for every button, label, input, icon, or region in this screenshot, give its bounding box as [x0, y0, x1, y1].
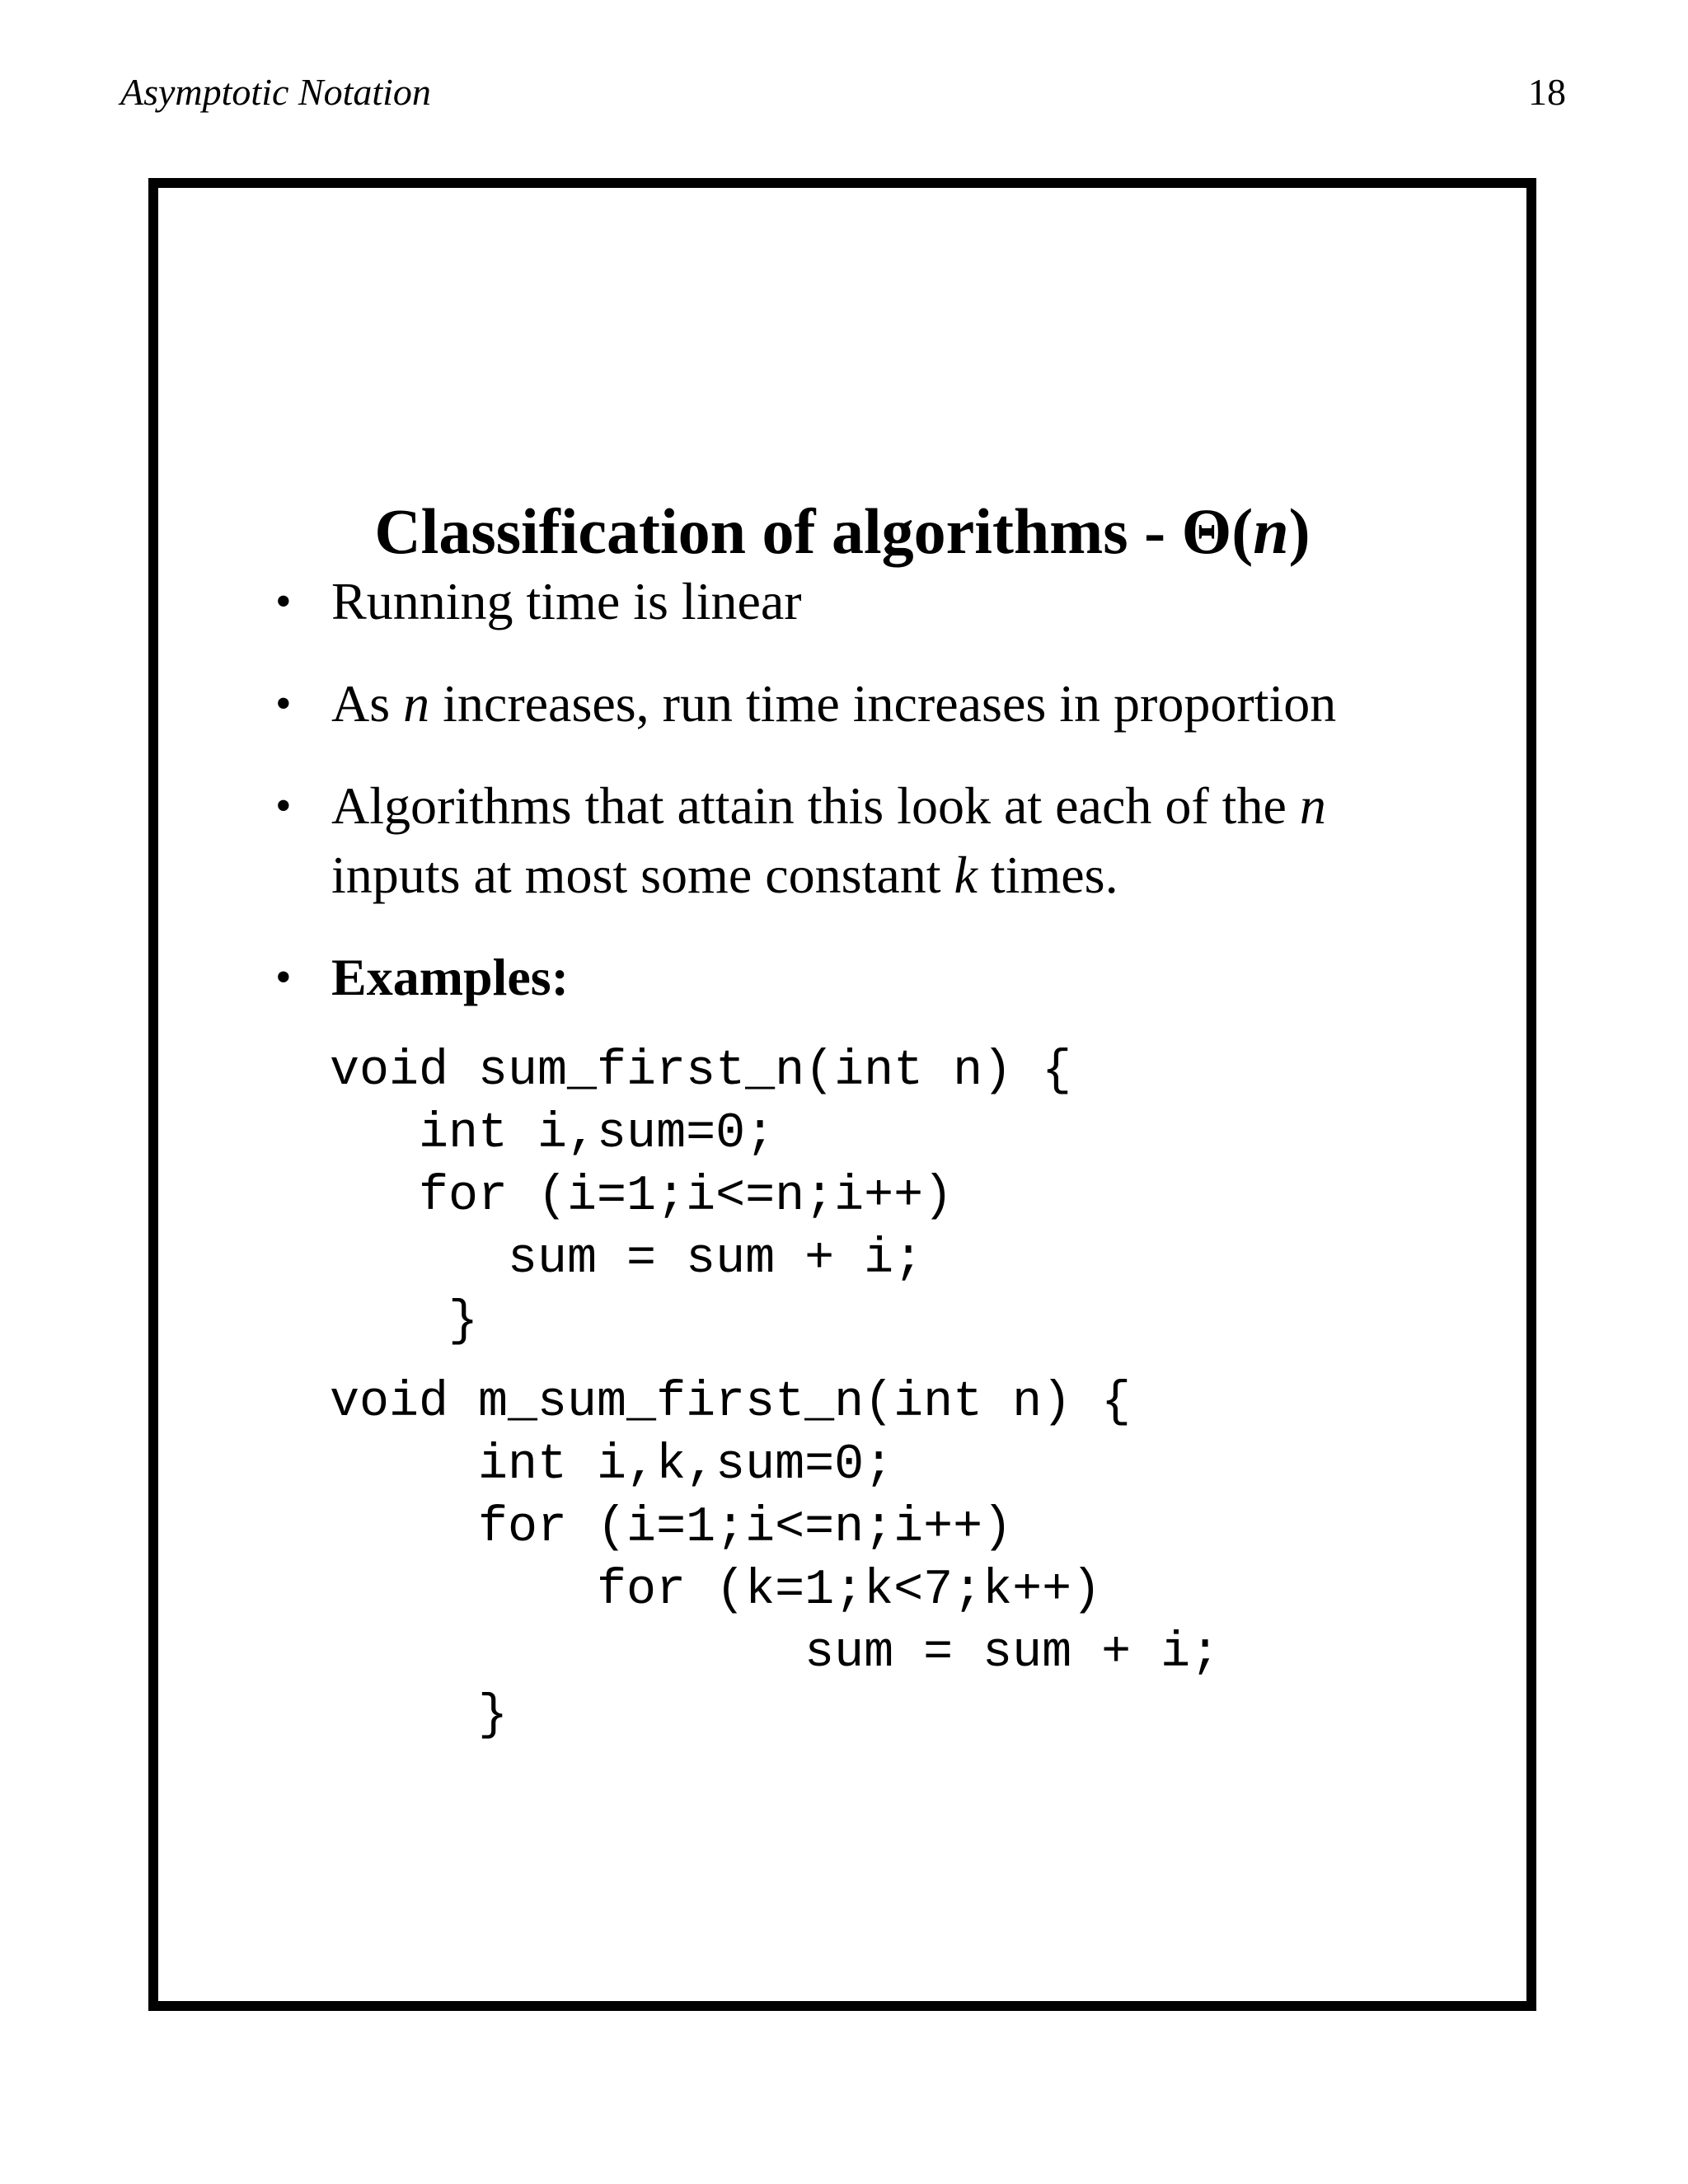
code-line: int i,sum=0;: [330, 1106, 776, 1162]
slide-title: [158, 486, 1526, 577]
bullet-text: Running time is linear: [331, 572, 802, 630]
bullet-text: times.: [977, 846, 1118, 904]
slide-frame: [148, 178, 1536, 2011]
math-var-n: n: [1299, 776, 1326, 835]
code-example-sum-first-n: [330, 1040, 1484, 1353]
bullet-marker: •: [275, 952, 292, 1003]
bullet-item: [274, 943, 1444, 1012]
title-math-n: n: [1253, 495, 1289, 568]
section-title: Asymptotic Notation: [120, 71, 431, 113]
bullet-item: [274, 567, 1444, 636]
bullet-marker: •: [275, 678, 292, 729]
math-var-k: k: [954, 846, 978, 904]
bullet-list: [274, 567, 1444, 1045]
code-line: sum = sum + i;: [330, 1625, 1221, 1681]
code-example-m-sum-first-n: [330, 1371, 1484, 1747]
running-header: [0, 68, 1688, 117]
bullet-text: Algorithms that attain this look at each of the: [331, 776, 1300, 835]
bullet-marker: •: [275, 576, 292, 627]
title-close-paren: ): [1288, 495, 1311, 568]
math-var-n: n: [403, 674, 430, 733]
code-line: for (i=1;i<=n;i++): [330, 1500, 1013, 1556]
bullet-text: inputs at most some constant: [331, 846, 954, 904]
slide-title-text: Classification of algorithms -: [374, 495, 1182, 568]
bullet-text: increases, run time increases in proportion: [429, 674, 1337, 733]
code-line: void m_sum_first_n(int n) {: [330, 1375, 1132, 1431]
bullet-item: [274, 669, 1444, 738]
code-line: }: [330, 1688, 509, 1744]
bullet-marker: •: [275, 780, 292, 832]
code-line: for (i=1;i<=n;i++): [330, 1169, 954, 1225]
page-number: 18: [1528, 71, 1566, 113]
code-line: }: [330, 1294, 479, 1350]
code-line: for (k=1;k<7;k++): [330, 1563, 1102, 1619]
title-open-paren: (: [1231, 495, 1254, 568]
theta-symbol: Θ: [1181, 495, 1232, 568]
bullet-text: As: [331, 674, 404, 733]
code-line: void sum_first_n(int n) {: [330, 1043, 1072, 1099]
code-line: sum = sum + i;: [330, 1231, 924, 1287]
code-line: int i,k,sum=0;: [330, 1437, 894, 1493]
bullet-item: [274, 771, 1444, 910]
examples-heading: Examples:: [331, 948, 569, 1006]
